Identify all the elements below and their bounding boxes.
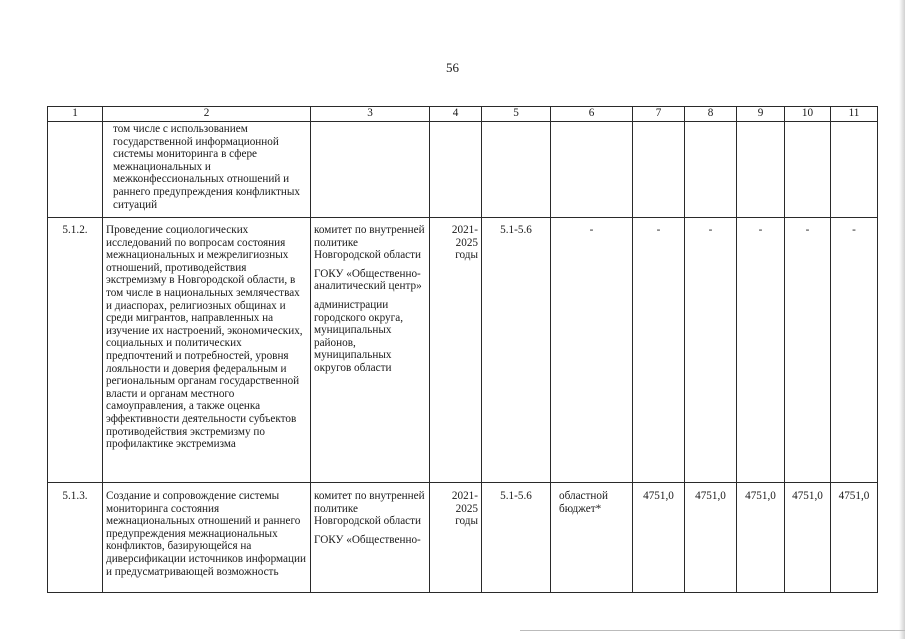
row-description: том числе с использованием государственной информационной системы мониторинга в сфере межнациональных и межконфессиональных отношений и раннего предупреждения конфликтных ситуаций: [103, 122, 311, 218]
column-header: 3: [311, 107, 430, 122]
row-value-2023: -: [737, 218, 785, 483]
scan-bottom-line: [520, 630, 905, 631]
row-source: областной бюджет*: [551, 483, 633, 593]
row-value-2024: 4751,0: [785, 483, 831, 593]
row-value-2024: -: [785, 218, 831, 483]
column-header: 2: [103, 107, 311, 122]
column-header: 9: [737, 107, 785, 122]
row-value-2025: [831, 122, 878, 218]
table-header-row: [48, 107, 878, 122]
row-value-2025: 4751,0: [831, 483, 878, 593]
row-period: 2021-2025 годы: [430, 218, 482, 483]
row-number: 5.1.3.: [48, 483, 103, 593]
table-row: [48, 122, 878, 218]
executor-item: администрации городского округа, муниципальных районов, муниципальных округов области: [314, 298, 404, 374]
row-executors: [311, 122, 430, 218]
row-description: Проведение социологических исследований по вопросам состояния межнациональных и межрелигиозных отношений, противодействия экстремизму в Новгородской области, в том числе в национальных землячествах и диаспорах, религиозных общинах и среди мигрантов, направленных на изучение их настроений, экономических, социальных и политических предпочтений и потребностей, уровня лояльности и доверия федеральным и региональным органам государственной власти и органам местного самоуправления, а также оценка эффективности деятельности субъектов противодействия экстремизму по профилактике экстремизма: [103, 218, 311, 483]
executor-item: комитет по внутренней политике Новгородской области: [314, 224, 425, 262]
row-value-2022: -: [685, 218, 737, 483]
row-value-2023: [737, 122, 785, 218]
row-indicators: 5.1-5.6: [482, 483, 551, 593]
column-header: 7: [633, 107, 685, 122]
row-executors: [311, 218, 430, 483]
executor-item: ГОКУ «Общественно-: [314, 533, 421, 546]
row-value-2021: -: [633, 218, 685, 483]
table-row: [48, 218, 878, 483]
row-executors: [311, 483, 430, 593]
row-value-2024: [785, 122, 831, 218]
row-number: 5.1.2.: [48, 218, 103, 483]
column-header: 6: [551, 107, 633, 122]
row-value-2021: 4751,0: [633, 483, 685, 593]
row-period: 2021-2025 годы: [430, 483, 482, 593]
row-source: [551, 122, 633, 218]
column-header: 4: [430, 107, 482, 122]
scan-edge-shadow: [899, 0, 905, 639]
row-number: [48, 122, 103, 218]
column-header: 11: [831, 107, 878, 122]
column-header: 1: [48, 107, 103, 122]
column-header: 10: [785, 107, 831, 122]
column-header: 8: [685, 107, 737, 122]
executor-item: комитет по внутренней политике Новгородской области: [314, 490, 425, 528]
column-header: 5: [482, 107, 551, 122]
table-row: [48, 483, 878, 593]
row-period: [430, 122, 482, 218]
row-indicators: [482, 122, 551, 218]
program-table: [47, 106, 878, 593]
row-value-2023: 4751,0: [737, 483, 785, 593]
row-value-2022: [685, 122, 737, 218]
executor-item: ГОКУ «Общественно-аналитический центр»: [314, 267, 422, 293]
row-description: Создание и сопровождение системы мониторинга состояния межнациональных отношений и раннего предупреждения межнациональных конфликтов, базирующейся на диверсификации источников информации и предусматривающей возможность: [103, 483, 311, 593]
row-source: -: [551, 218, 633, 483]
row-value-2021: [633, 122, 685, 218]
row-indicators: 5.1-5.6: [482, 218, 551, 483]
row-value-2022: 4751,0: [685, 483, 737, 593]
page-number: 56: [446, 60, 459, 75]
row-value-2025: -: [831, 218, 878, 483]
